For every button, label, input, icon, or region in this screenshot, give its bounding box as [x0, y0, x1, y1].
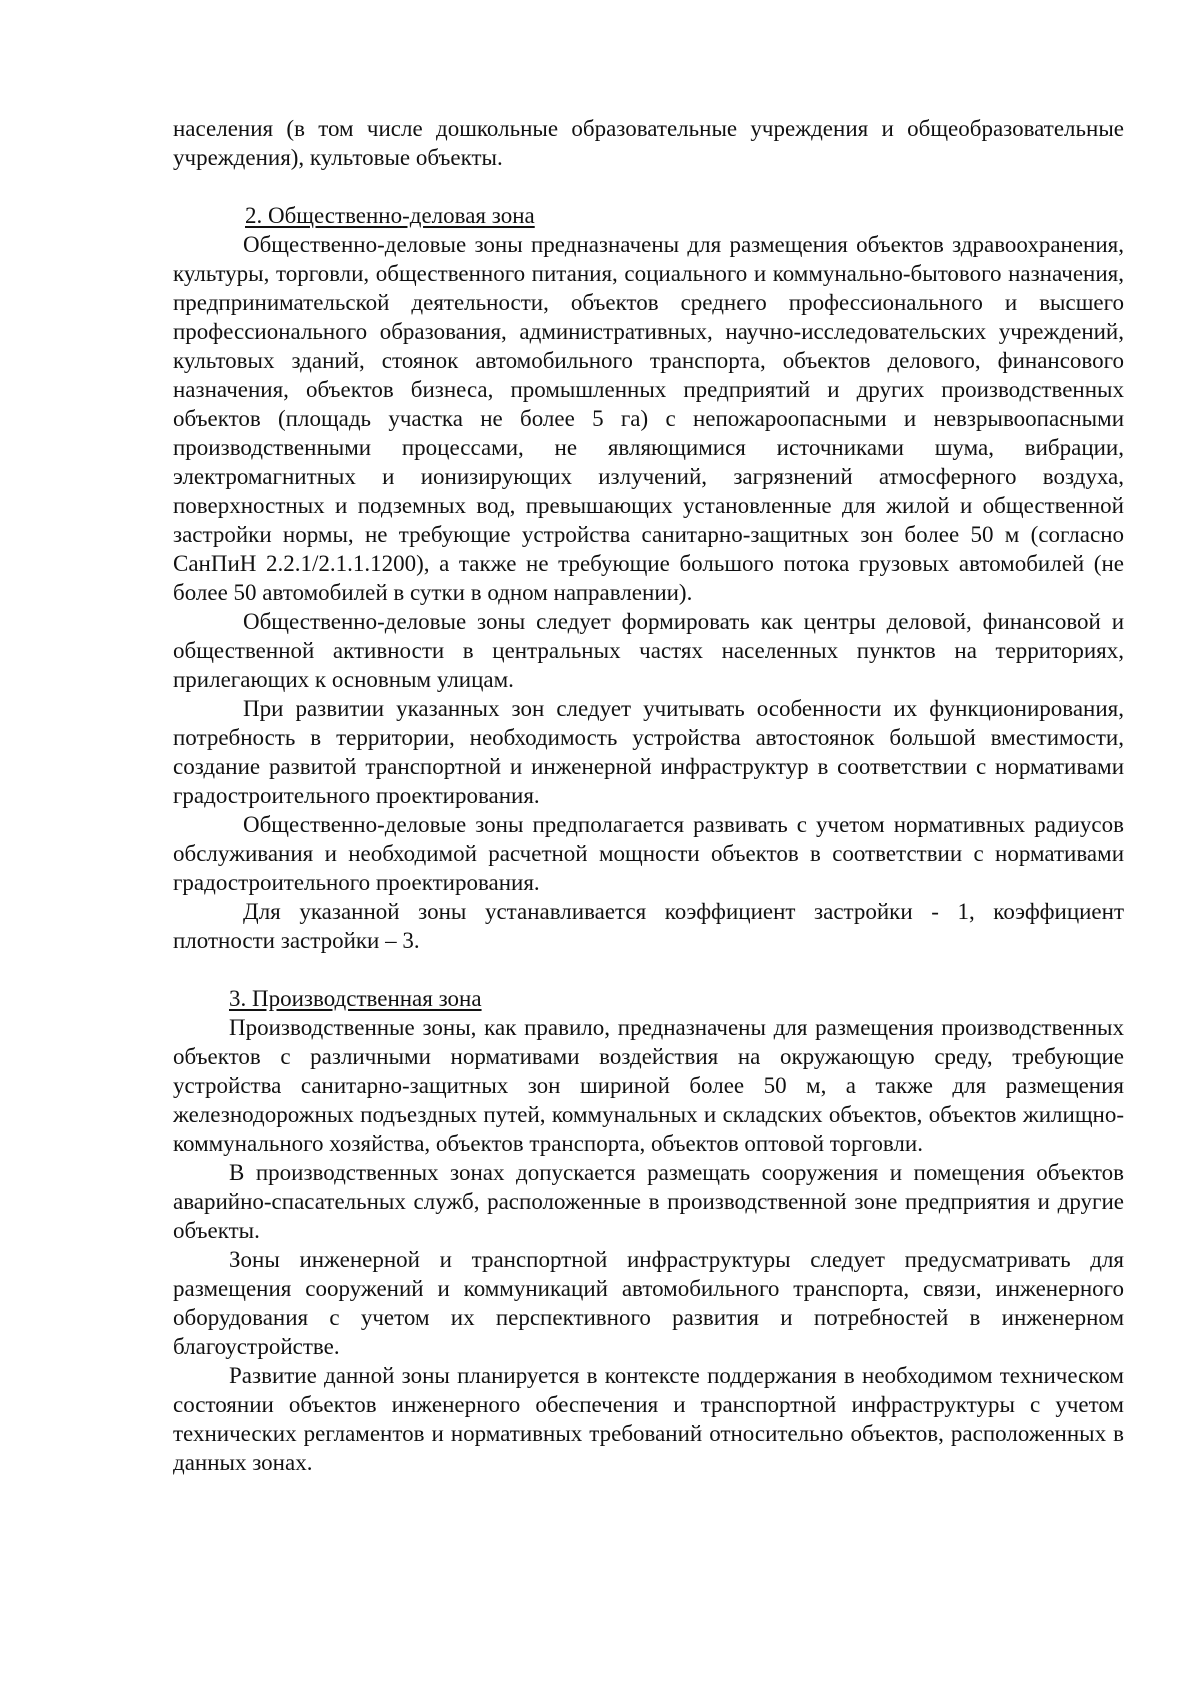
section-3-heading: 3. Производственная зона: [229, 986, 482, 1011]
section-2-paragraph-1: Общественно-деловые зоны предназначены для размещения объектов здравоохранения, культуры, торговли, общественного питания, социального и коммунально-бытового назначения, предпринимательской деятельности, объектов среднего профессионального и высшего профессионального образования, административных, научно-исследовательских учреждений, культовых зданий, стоянок автомобильного транспорта, объектов делового, финансового назначения, объектов бизнеса, промышленных предприятий и других производственных объектов (площадь участка не более 5 га) с непожароопасными и невзрывоопасными производственными процессами, не являющимися источниками шума, вибрации, электромагнитных и ионизирующих излучений, загрязнений атмосферного воздуха, поверхностных и подземных вод, превышающих установленные для жилой и общественной застройки нормы, не требующие устройства санитарно-защитных зон более 50 м (согласно СанПиН 2.2.1/2.1.1.1200), а также не требующие большого потока грузовых автомобилей (не более 50 автомобилей в сутки в одном направлении).: [173, 232, 1124, 605]
section-2-paragraph-2: Общественно-деловые зоны следует формировать как центры деловой, финансовой и общественной активности в центральных частях населенных пунктов на территориях, прилегающих к основным улицам.: [173, 609, 1124, 692]
section-3-paragraph-1: Производственные зоны, как правило, предназначены для размещения производственных объектов с различными нормативами воздействия на окружающую среду, требующие устройства санитарно-защитных зон шириной более 50 м, а также для размещения железнодорожных подъездных путей, коммунальных и складских объектов, объектов жилищно-коммунального хозяйства, объектов транспорта, объектов оптовой торговли.: [173, 1015, 1124, 1156]
section-3-paragraph-4: Развитие данной зоны планируется в контексте поддержания в необходимом техническом состоянии объектов инженерного обеспечения и транспортной инфраструктуры с учетом технических регламентов и нормативных требований относительно объектов, расположенных в данных зонах.: [173, 1363, 1124, 1475]
section-2-paragraph-4: Общественно-деловые зоны предполагается развивать с учетом нормативных радиусов обслуживания и необходимой расчетной мощности объектов в соответствии с нормативами градостроительного проектирования.: [173, 812, 1124, 895]
section-2-paragraph-5: Для указанной зоны устанавливается коэффициент застройки - 1, коэффициент плотности застройки – 3.: [173, 899, 1124, 953]
intro-paragraph: населения (в том числе дошкольные образовательные учреждения и общеобразовательные учреждения), культовые объекты.: [173, 116, 1124, 170]
section-2-heading: 2. Общественно-деловая зона: [245, 203, 535, 228]
section-3-paragraph-3: Зоны инженерной и транспортной инфраструктуры следует предусматривать для размещения сооружений и коммуникаций автомобильного транспорта, связи, инженерного оборудования с учетом их перспективного развития и потребностей в инженерном благоустройстве.: [173, 1247, 1124, 1359]
section-2-paragraph-3: При развитии указанных зон следует учитывать особенности их функционирования, потребность в территории, необходимость устройства автостоянок большой вместимости, создание развитой транспортной и инженерной инфраструктур в соответствии с нормативами градостроительного проектирования.: [173, 696, 1124, 808]
section-3-paragraph-2: В производственных зонах допускается размещать сооружения и помещения объектов аварийно-спасательных служб, расположенные в производственной зоне предприятия и другие объекты.: [173, 1160, 1124, 1243]
document-page: [173, 114, 1124, 1477]
